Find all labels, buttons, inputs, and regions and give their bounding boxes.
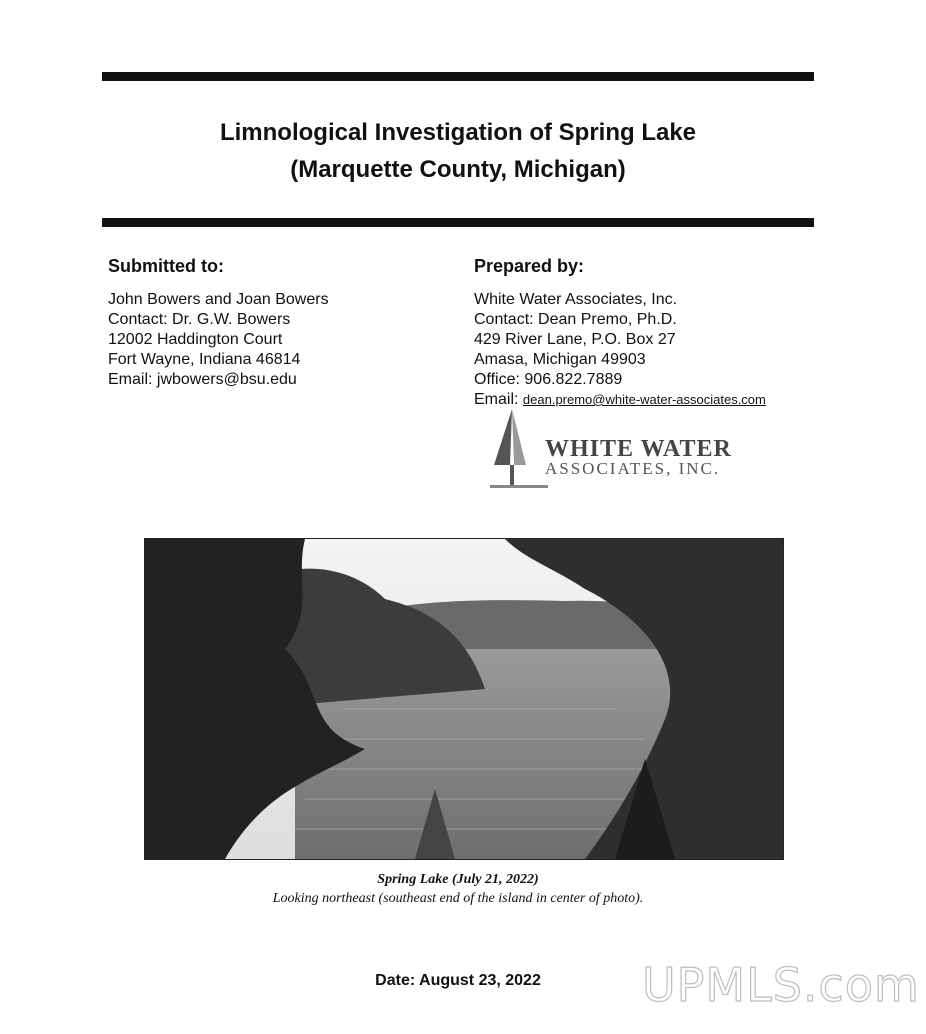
photo-caption: [102, 870, 814, 908]
caption-subtitle: Looking northeast (southeast end of the island in center of photo).: [272, 891, 644, 906]
submitted-to-line: 12002 Haddington Court: [108, 331, 283, 348]
watermark: UPMLS.com: [642, 958, 920, 1012]
prepared-by-line: Amasa, Michigan 49903: [474, 351, 646, 368]
logo-line-1: WHITE WATER: [545, 436, 732, 462]
prepared-by-heading: Prepared by:: [474, 256, 585, 276]
email-label: Email:: [474, 391, 523, 408]
submitted-to-line: Email: jwbowers@bsu.edu: [108, 371, 297, 388]
title-line-2: (Marquette County, Michigan): [290, 156, 626, 183]
bottom-rule: [102, 218, 814, 227]
submitted-to-line: Contact: Dr. G.W. Bowers: [108, 311, 291, 328]
submitted-to-heading: Submitted to:: [108, 256, 224, 276]
prepared-by-block: [474, 255, 766, 410]
title-line-1: Limnological Investigation of Spring Lake: [219, 119, 697, 146]
logo-line-2: ASSOCIATES, INC.: [545, 459, 721, 478]
document-title: [102, 114, 814, 188]
caption-title: Spring Lake (July 21, 2022): [377, 872, 539, 887]
lake-photo-image: [145, 539, 783, 859]
lake-photo: [144, 538, 784, 860]
submitted-to-block: [108, 255, 329, 390]
tree-icon: [488, 407, 548, 491]
prepared-by-line: Office: 906.822.7889: [474, 371, 623, 388]
report-date: Date: August 23, 2022: [375, 972, 541, 989]
prepared-by-line: Contact: Dean Premo, Ph.D.: [474, 311, 677, 328]
white-water-logo: [488, 407, 732, 491]
prepared-by-line: White Water Associates, Inc.: [474, 291, 678, 308]
top-rule: [102, 72, 814, 81]
submitted-to-line: John Bowers and Joan Bowers: [108, 291, 329, 308]
submitted-to-line: Fort Wayne, Indiana 46814: [108, 351, 301, 368]
email-link[interactable]: dean.premo@white-water-associates.com: [522, 392, 766, 407]
prepared-by-line: 429 River Lane, P.O. Box 27: [474, 331, 676, 348]
